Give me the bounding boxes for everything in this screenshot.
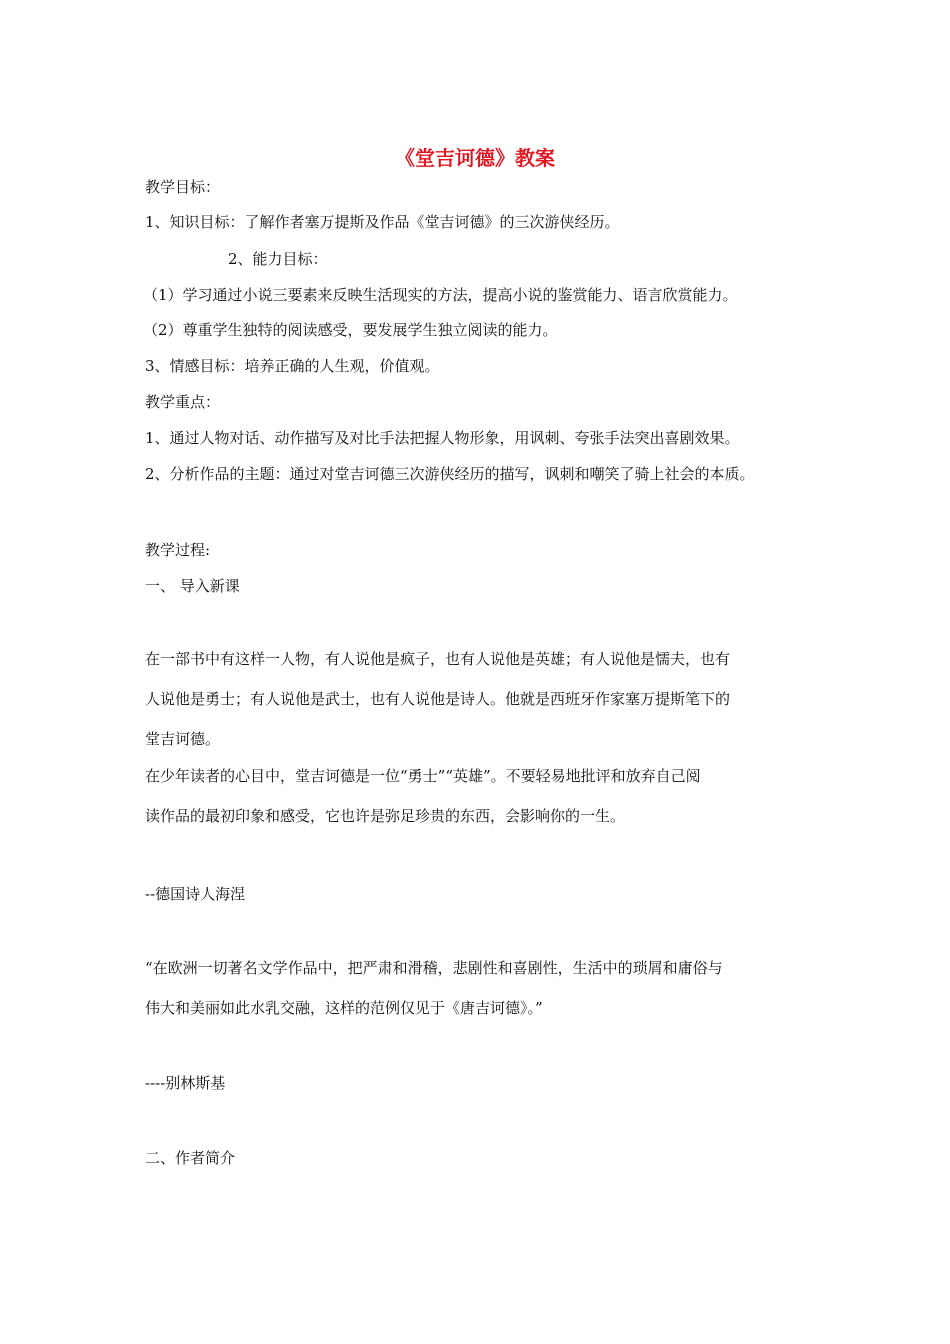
focus-item-1: 1、通过人物对话、动作描写及对比手法把握人物形象，用讽刺、夸张手法突出喜剧效果。: [145, 429, 740, 447]
emotion-objective: 3、情感目标：培养正确的人生观，价值观。: [145, 357, 440, 375]
intro-line-3: 堂吉诃德。: [145, 730, 221, 748]
focus-heading: 教学重点：: [145, 393, 221, 411]
section-2-heading: 二、作者简介: [145, 1149, 236, 1167]
intro-line-1: 在一部书中有这样一人物，有人说他是疯子，也有人说他是英雄；有人说他是懦夫，也有: [145, 650, 731, 668]
process-heading: 教学过程:: [145, 541, 211, 559]
section-1-heading: 一、 导入新课: [145, 577, 240, 595]
knowledge-objective: 1、知识目标：了解作者塞万提斯及作品《堂吉诃德》的三次游侠经历。: [145, 213, 620, 231]
ability-objective-2: （2）尊重学生独特的阅读感受，要发展学生独立阅读的能力。: [143, 321, 558, 339]
quote-1-line-2: 读作品的最初印象和感受，它也许是弥足珍贵的东西，会影响你的一生。: [145, 807, 626, 825]
quote-2-line-1: “在欧洲一切著名文学作品中，把严肃和滑稽，悲剧性和喜剧性，生活中的琐屑和庸俗与: [145, 959, 723, 977]
focus-item-2: 2、分析作品的主题：通过对堂吉诃德三次游侠经历的描写，讽刺和嘲笑了骑上社会的本质。: [145, 465, 755, 483]
ability-objective-1: （1）学习通过小说三要素来反映生活现实的方法，提高小说的鉴赏能力、语言欣赏能力。: [143, 286, 738, 304]
quote-2-line-2: 伟大和美丽如此水乳交融，这样的范例仅见于《唐吉诃德》。”: [145, 999, 543, 1017]
intro-line-2: 人说他是勇士；有人说他是武士，也有人说他是诗人。他就是西班牙作家塞万提斯笔下的: [145, 690, 731, 708]
document-title: 《堂吉诃德》教案: [395, 146, 555, 170]
quote-1-line-1: 在少年读者的心目中，堂吉诃德是一位“勇士”“英雄”。不要轻易地批评和放弃自己阅: [145, 767, 701, 785]
quote-1-source: --德国诗人海涅: [145, 885, 246, 903]
quote-2-source: ----别林斯基: [145, 1074, 226, 1092]
objectives-heading: 教学目标：: [145, 178, 221, 196]
ability-objective-heading: 2、能力目标：: [228, 250, 328, 268]
